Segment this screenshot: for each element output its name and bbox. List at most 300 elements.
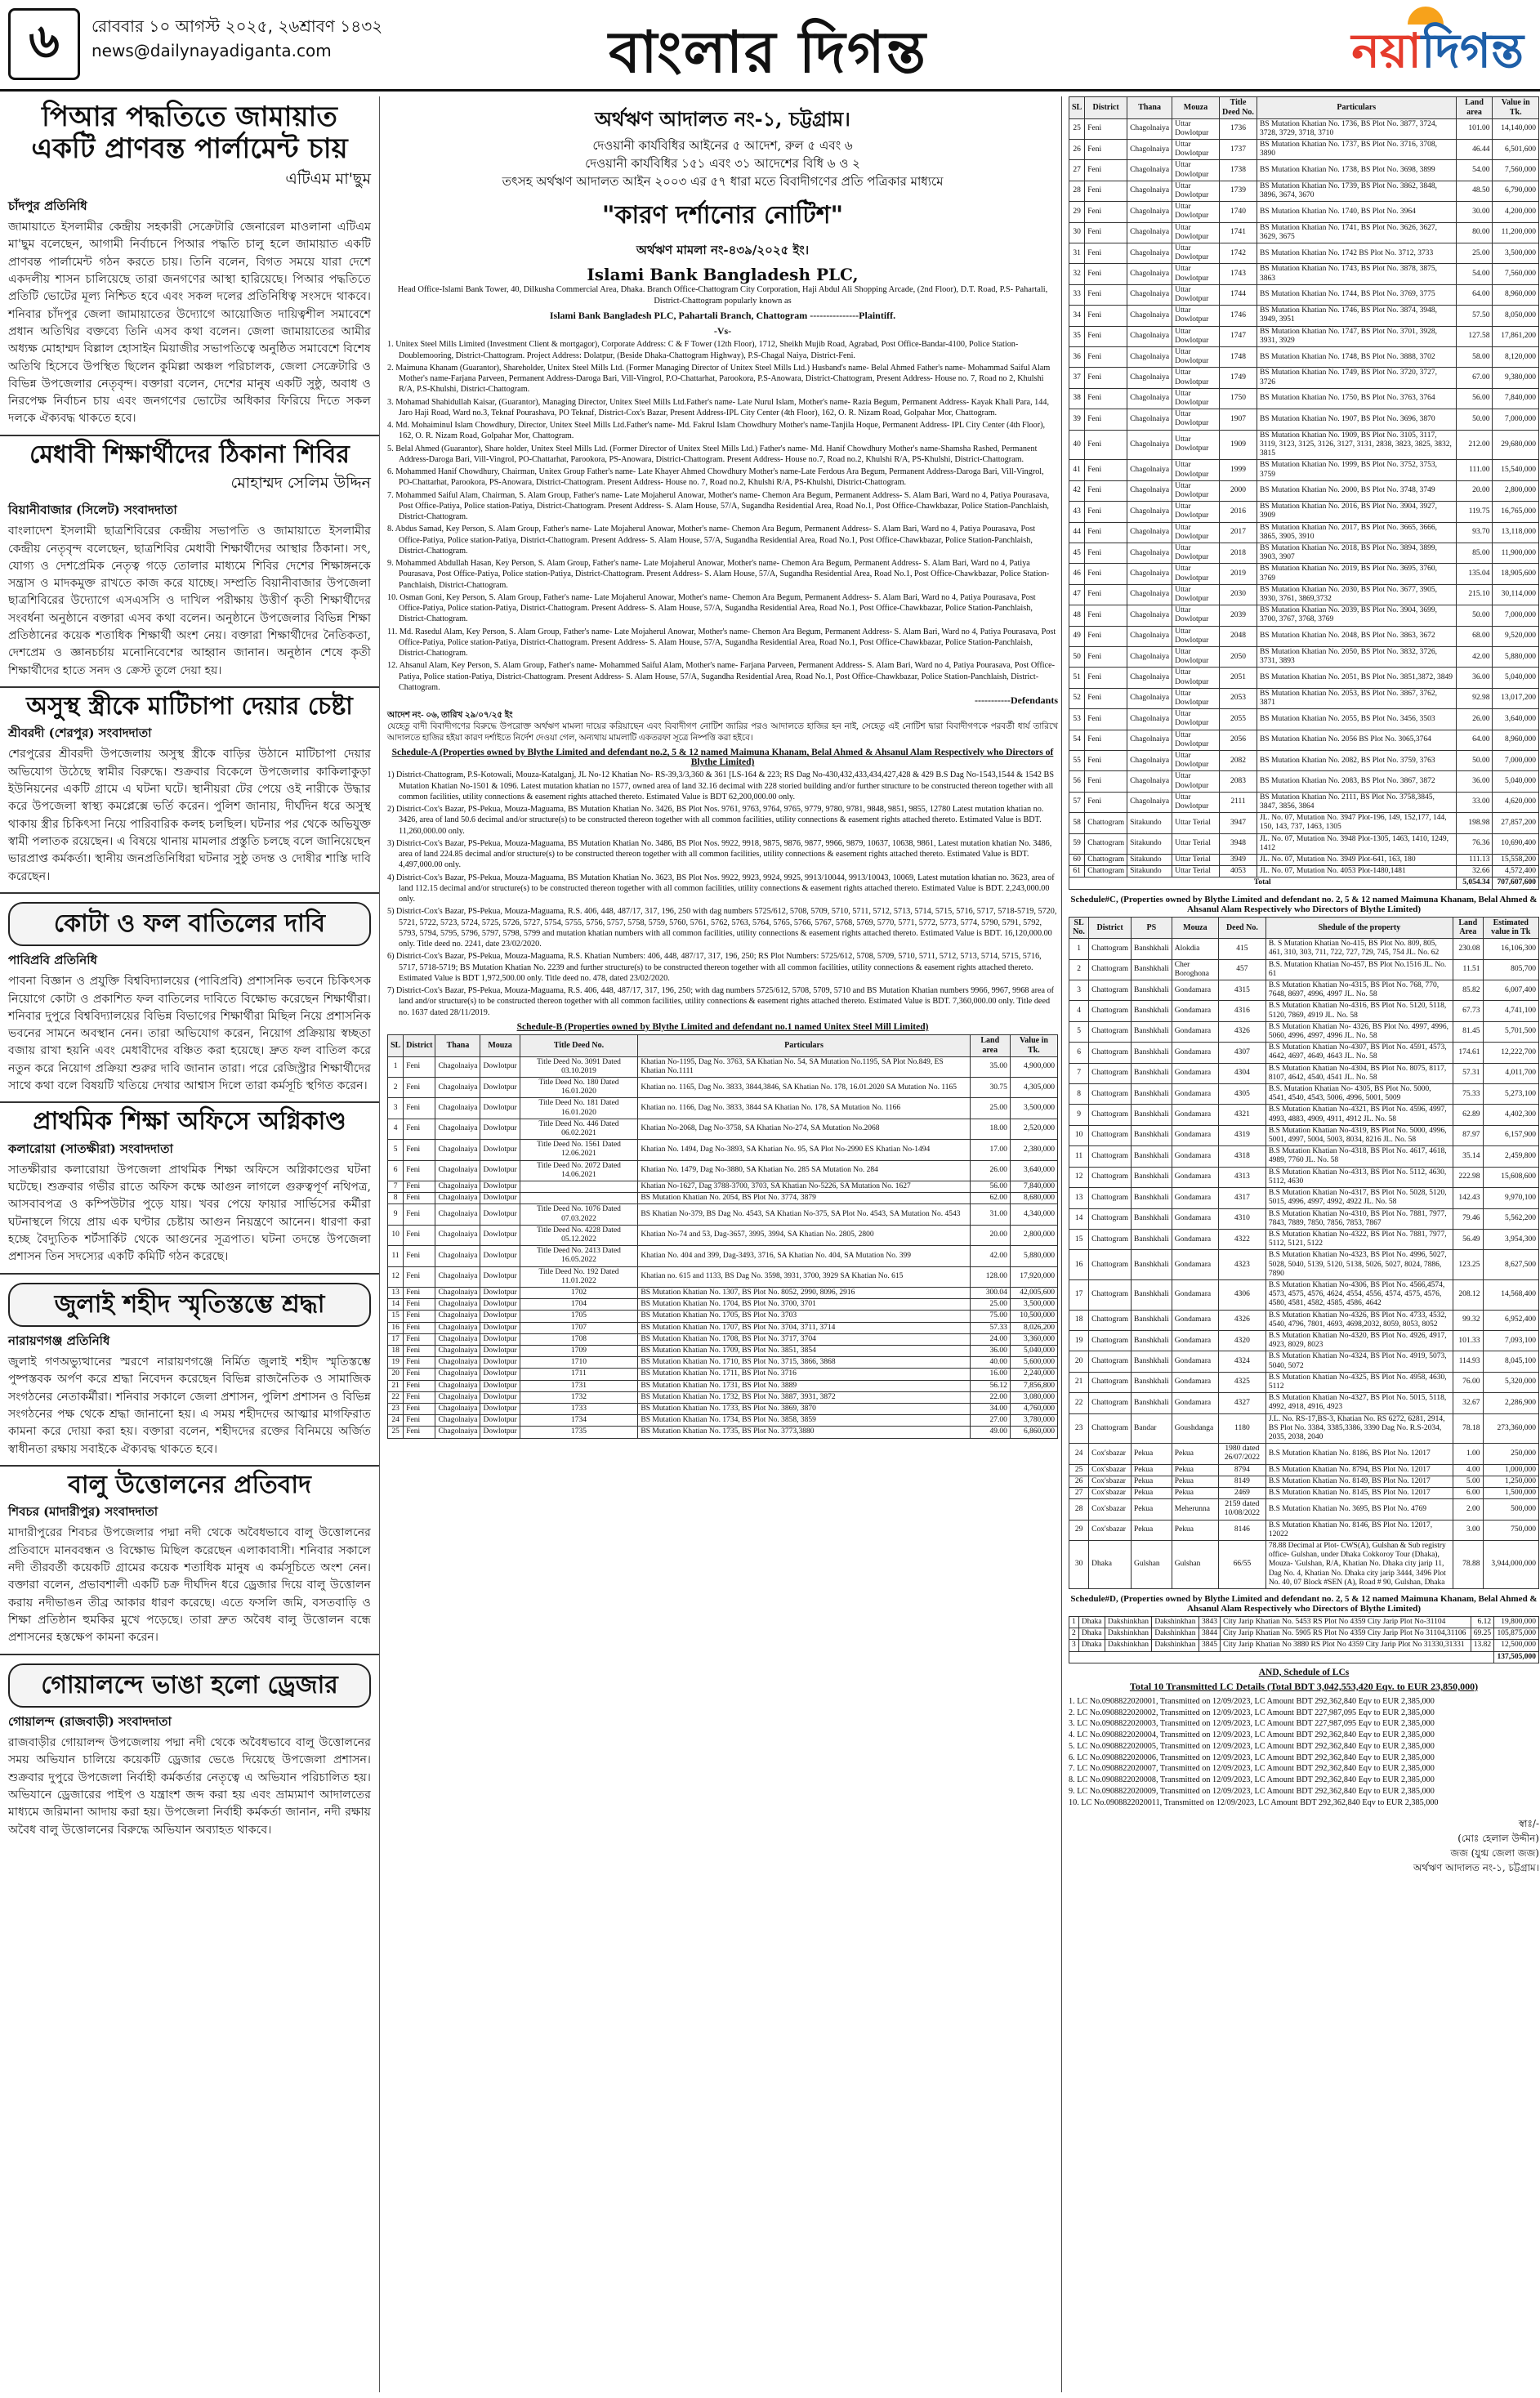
plaintiff-name: Islami Bank Bangladesh PLC,	[587, 265, 859, 284]
table-cell: 27	[1069, 160, 1085, 181]
table-cell: Chagolnaiya	[1127, 222, 1172, 243]
table-cell: 1711	[520, 1369, 638, 1380]
table-cell: BS Mutation Khatian No. 1731, BS Plot No. 3889	[638, 1380, 970, 1391]
table-cell: Chattogram	[1085, 866, 1127, 877]
table-cell: BS Mutation Khatian No. 1738, BS Plot No. 3698, 3899	[1257, 160, 1456, 181]
table-cell: 58.00	[1456, 347, 1493, 368]
table-cell: Feni	[404, 1415, 435, 1427]
table-cell: Chagolnaiya	[1127, 460, 1172, 480]
table-cell: Chagolnaiya	[435, 1119, 480, 1139]
table-cell: 31	[1069, 243, 1085, 264]
table-cell: Chattogram	[1089, 1393, 1132, 1413]
table-cell: JL. No. 07, Mutation No. 3949 Plot-641, 163, 180	[1257, 855, 1456, 866]
table-cell: 10,690,400	[1493, 833, 1539, 854]
table-cell: 16	[388, 1322, 404, 1333]
schedule-b-title: Schedule-B (Properties owned by Blythe Limited and defendant no.1 named Unitex Steel Mill Limited)	[516, 1021, 929, 1032]
table-cell: 17,861,200	[1493, 326, 1539, 346]
table-cell: 2	[388, 1077, 404, 1097]
table-cell: 8,050,000	[1493, 306, 1539, 326]
table-cell: Gondamara	[1172, 1001, 1218, 1021]
table-cell: Uttar Dowlotpur	[1172, 750, 1220, 770]
table-cell: 1709	[520, 1346, 638, 1357]
table-cell: Pekua	[1172, 1476, 1218, 1487]
table-cell: 56.49	[1453, 1229, 1483, 1249]
table-cell: 4320	[1218, 1330, 1265, 1351]
table-cell: Title Deed No. 1076 Dated 07.03.2022	[520, 1204, 638, 1225]
table-cell: Pekua	[1132, 1464, 1172, 1476]
table-header-cell: District	[1089, 917, 1132, 939]
table-cell: Dowlotpur	[480, 1346, 520, 1357]
notice-sub-1: দেওয়ানী কার্যবিধির আইনের ৫ আদেশ, রুল ৫ এবং ৬	[592, 138, 853, 153]
table-cell: B.S Mutation Khatian No- 4326, BS Plot No. 4997, 4996, 5060, 4996, 4997, 4996 JL. No. 58	[1265, 1021, 1453, 1042]
lc-entry: 9. LC No.0908822020009, Transmitted on 12/09/2023, LC Amount BDT 292,362,840 Eqv to EUR 2,385,000	[1069, 1786, 1435, 1796]
table-cell: 1	[1069, 939, 1089, 959]
table-cell: 4,011,700	[1483, 1063, 1538, 1083]
table-row	[1069, 1229, 1539, 1249]
table-cell: 1708	[520, 1333, 638, 1345]
table-cell: 4315	[1218, 980, 1265, 1001]
table-cell: Feni	[1085, 140, 1127, 160]
table-cell: BS Mutation Khatian No. 1707, BS Plot No. 3704, 3711, 3714	[638, 1322, 970, 1333]
table-cell: 101.00	[1456, 118, 1493, 139]
table-cell: 2039	[1219, 605, 1257, 626]
table-header-cell: Mouza	[480, 1034, 520, 1056]
table-cell: Feni	[1085, 118, 1127, 139]
table-cell: 56	[1069, 771, 1085, 792]
table-cell: 11,900,000	[1493, 543, 1539, 563]
table-cell: Title Deed No. 2413 Dated 16.05.2022	[520, 1246, 638, 1266]
table-cell: Feni	[404, 1077, 435, 1097]
table-cell: 78.88	[1453, 1541, 1483, 1589]
table-cell: 6	[1069, 1043, 1089, 1063]
table-cell: 92.98	[1456, 688, 1493, 708]
table-cell: Cox'sbazar	[1089, 1476, 1132, 1487]
table-cell: Cox'sbazar	[1089, 1464, 1132, 1476]
table-cell: 25.00	[970, 1098, 1010, 1119]
table-row	[1069, 1640, 1539, 1651]
table-cell: 40	[1069, 430, 1085, 460]
table-cell: Gulshan	[1172, 1541, 1218, 1589]
table-cell: 2,286,900	[1483, 1393, 1538, 1413]
table-header-cell: Particulars	[1257, 97, 1456, 119]
newspaper-logo[interactable]	[1351, 15, 1524, 94]
table-row	[1069, 284, 1539, 305]
table-cell: B.S Mutation Khatian No-4327, BS Plot No. 5015, 5118, 4992, 4918, 4916, 4923	[1265, 1393, 1453, 1413]
table-cell: 101.33	[1453, 1330, 1483, 1351]
table-cell: Gondamara	[1172, 1310, 1218, 1330]
table-cell: Uttar Dowlotpur	[1172, 460, 1220, 480]
news-story	[0, 1103, 379, 1274]
table-row	[1069, 480, 1539, 501]
table-row	[388, 1077, 1058, 1097]
table-cell: Dowlotpur	[480, 1427, 520, 1438]
total-value: 707,607,600	[1493, 877, 1539, 889]
table-cell: B.S Mutation Khatian No-4313, BS Plot No. 5112, 4630, 5112, 4630	[1265, 1167, 1453, 1187]
table-cell: 1,500,000	[1483, 1487, 1538, 1498]
table-cell: Chagolnaiya	[1127, 388, 1172, 409]
table-cell: 1737	[1219, 140, 1257, 160]
table-cell: Gondamara	[1172, 980, 1218, 1001]
story-dateline: নারায়ণগঞ্জ প্রতিনিধি	[8, 1333, 110, 1349]
table-row	[1069, 1413, 1539, 1444]
table-row	[1069, 243, 1539, 264]
table-cell: 29	[1069, 202, 1085, 222]
table-cell: 13,118,000	[1493, 522, 1539, 543]
table-cell: 2030	[1219, 584, 1257, 605]
table-row	[1069, 543, 1539, 563]
story-headline[interactable]: অসুস্থ স্ত্রীকে মাটিচাপা দেয়ার চেষ্টা	[26, 691, 353, 721]
table-row	[388, 1346, 1058, 1357]
table-cell: Dowlotpur	[480, 1322, 520, 1333]
table-cell: 174.61	[1453, 1043, 1483, 1063]
table-cell: 1999	[1219, 460, 1257, 480]
table-cell: Feni	[404, 1346, 435, 1357]
table-cell: 1747	[1219, 326, 1257, 346]
table-cell: 8,960,000	[1493, 284, 1539, 305]
table-cell: 67.00	[1456, 368, 1493, 388]
table-cell: 1735	[520, 1427, 638, 1438]
table-cell: Chagolnaiya	[435, 1333, 480, 1345]
table-cell: Uttar Dowlotpur	[1172, 626, 1220, 646]
table-cell: Banshkhali	[1132, 1393, 1172, 1413]
table-cell: 3,640,000	[1493, 709, 1539, 730]
table-header-cell: Thana	[1127, 97, 1172, 119]
table-cell: Chattogram	[1089, 1413, 1132, 1444]
table-cell: 34.00	[970, 1404, 1010, 1415]
story-headline[interactable]: পিআর পদ্ধতিতে জামায়াত একটি প্রাণবন্ত পার্লামেন্ট চায়	[31, 100, 348, 166]
defendants-list	[387, 339, 1058, 693]
table-row	[1069, 813, 1539, 833]
table-cell: 300.04	[970, 1287, 1010, 1298]
table-row	[1069, 1476, 1539, 1487]
table-cell: Pekua	[1172, 1444, 1218, 1464]
versus-label: -Vs-	[713, 325, 732, 337]
table-cell: Chattogram	[1089, 959, 1132, 980]
story-headline[interactable]: বালু উত্তোলনের প্রতিবাদ	[68, 1470, 311, 1499]
table-cell: 37	[1069, 368, 1085, 388]
table-cell: 1180	[1218, 1413, 1265, 1444]
table-cell: Feni	[1085, 605, 1127, 626]
table-cell	[520, 1193, 638, 1204]
table-cell: 6	[388, 1160, 404, 1181]
sign-line: (মোঃ হেলাল উদ্দীন)	[1457, 1833, 1539, 1845]
table-cell: 1707	[520, 1322, 638, 1333]
schedule-a-title: Schedule-A (Properties owned by Blythe Limited and defendant no.2, 5 & 12 named Maimuna Khanam, Belal Ahmed & Ahsanul Alam Respectively who Directors of Blythe Limited)	[391, 748, 1054, 768]
table-cell: Chagolnaiya	[1127, 668, 1172, 688]
total-area: 5,054.34	[1456, 877, 1493, 889]
story-dateline: বিয়ানীবাজার (সিলেট) সংবাদদাতা	[8, 502, 177, 518]
table-row	[388, 1119, 1058, 1139]
table-cell: BS Mutation Khatian No. 1999, BS Plot No. 3752, 3753, 3759	[1257, 460, 1456, 480]
table-cell: 36	[1069, 347, 1085, 368]
table-cell: 3844	[1199, 1628, 1220, 1640]
table-row	[1069, 959, 1539, 980]
table-cell: BS Mutation Khatian No. 1735, BS Plot No. 3773,3880	[638, 1427, 970, 1438]
defendant-entry: 10. Osman Goni, Key Person, S. Alam Group, Father's name- Late Mojaherul Anowar, Mother's name- Chemon Ara Begum, Permanent Address- S. Alam Bari, Ward no 4, Patiya Pourasava, Post Office-Patiya, Police station-Patiya, District-Chattogram. Present Address- S. Alam House, 57/A, Sugandha Residential Area, Road No.1, Post Office-Chawkbazar, Police Station-Panchlaish, District-Chattogram.	[387, 592, 1036, 624]
schedule-a-item: 5) District-Cox's Bazar, PS-Pekua, Mouza-Maguama, R.S. 406, 448, 487/17, 317, 196, 250 with dag numbers 5725/612, 5708, 5709, 5710, 5711, 5712, 5713, 5714, 5715, 5716, 5717, 5718-5719, 5720, 5721, 5722, 5723, 5724, 5725, 5726, 5727, 5754, 5755, 5756, 5757, 5758, 5759, 5760, 5761, 5762, 5763, 5764, 5765, 5766, 5767, 5768, 5769, 5770, 5771, 5772, 5773, 5774, 5790, 5791, 5792, 5793, 5794, 5795, 5796, 5797, 5798, 5799 and mutation khatian numbers with all common facilities, utility connections & easement rights attached thereto. Estimated Value is BDT. 16,120,000.00 only. Title deed no. 2241, date 23/02/2020.	[387, 907, 1057, 949]
table-cell: Chattogram	[1089, 1372, 1132, 1392]
story-headline[interactable]: মেধাবী শিক্ষার্থীদের ঠিকানা শিবির	[29, 440, 350, 469]
schedule-a-item: 3) District-Cox's Bazar, PS-Pekua, Mouza-Maguama, BS Mutation Khatian No. 3486, BS Plot Nos. 9922, 9918, 9875, 9876, 9877, 9966, 9879, 10637, 10638, 9861, Latest mutation khatian No. 3486, area of land 224.85 decimal and/or structure(s) to be constructed thereon together with all common facilities, utility connections & easement rights attached thereto. Estimated Value is BDT. 4,497,000.00 only.	[387, 838, 1052, 870]
table-cell: BS Mutation Khatian No. 2019, BS Plot No. 3695, 3760, 3769	[1257, 564, 1456, 584]
table-cell: 4323	[1218, 1250, 1265, 1280]
table-cell: B.S Mutation Khatian No-4320, BS Plot No. 4926, 4917, 4923, 8029, 8023	[1265, 1330, 1453, 1351]
table-cell: 28	[1069, 1499, 1089, 1520]
table-cell: 20	[1069, 1351, 1089, 1372]
sign-line: স্বাঃ/-	[1518, 1818, 1539, 1830]
table-cell: 35.00	[970, 1056, 1010, 1077]
table-cell: 15	[1069, 1229, 1089, 1249]
table-cell: Gondamara	[1172, 1043, 1218, 1063]
table-cell: 9	[1069, 1105, 1089, 1125]
table-cell: 8149	[1218, 1476, 1265, 1487]
table-cell: J.L. No. RS-17,BS-3, Khatian No. RS 6272, 6281, 2914, BS Plot No. 3384, 3385,3386, 3390 Dag No. R.S-2034, 2035, 2038, 2040	[1265, 1413, 1453, 1444]
table-cell: 415	[1218, 939, 1265, 959]
table-cell: Dakshinkhan	[1105, 1628, 1152, 1640]
table-cell: 30.75	[970, 1077, 1010, 1097]
table-cell: 7,840,000	[1010, 1181, 1057, 1192]
table-cell: 111.13	[1456, 855, 1493, 866]
table-cell: 8794	[1218, 1464, 1265, 1476]
table-cell: 5,040,000	[1493, 668, 1539, 688]
news-story	[0, 688, 379, 894]
table-cell: Cox'sbazar	[1089, 1444, 1132, 1464]
table-row	[1069, 181, 1539, 201]
table-cell: 28	[1069, 181, 1085, 201]
table-cell: Gondamara	[1172, 1146, 1218, 1167]
table-cell: 9,970,100	[1483, 1188, 1538, 1208]
table-cell: BS Mutation Khatian No. 2055, BS Plot No. 3456, 3503	[1257, 709, 1456, 730]
table-cell: 2050	[1219, 646, 1257, 667]
table-cell: Feni	[404, 1333, 435, 1345]
table-cell: 4326	[1218, 1310, 1265, 1330]
table-cell: Chagolnaiya	[1127, 118, 1172, 139]
table-cell: Uttar Dowlotpur	[1172, 522, 1220, 543]
table-cell: 8	[1069, 1084, 1089, 1105]
defendant-entry: 8. Abdus Samad, Key Person, S. Alam Group, Father's name- Late Mojaherul Anowar, Mother's name- Chemon Ara Begum, Permanent Address- S. Alam Bari, Ward no 4, Patiya Pourasava, Post Office-Patiya, Police station-Patiya, District-Chattogram. Present Address- S. Alam House, 57/A, Sugandha Residential Area, Road No.1, Post Office-Chawkbazar, Police Station-Panchlaish, District-Chattogram.	[387, 525, 1036, 556]
table-cell: 16.00	[970, 1369, 1010, 1380]
table-row	[1069, 1487, 1539, 1498]
table-cell: Khatian No. 404 and 399, Dag-3493, 3716, SA Khatian No. 404, SA Mutation No. 399	[638, 1246, 970, 1266]
table-cell: Uttar Terial	[1172, 855, 1220, 866]
table-row	[1069, 1250, 1539, 1280]
table-cell: 25	[1069, 1464, 1089, 1476]
table-cell: 273,360,000	[1483, 1413, 1538, 1444]
table-header-cell: Value in Tk.	[1493, 97, 1539, 119]
table-cell: 14	[388, 1299, 404, 1311]
table-cell: Alokdia	[1172, 939, 1218, 959]
order-number: আদেশ নং- ০৬, তারিখ ২৯/০৭/২৫ ইং	[387, 711, 513, 721]
table-cell: B.S Mutation Khatian No-4321, BS Plot No. 4596, 4997, 4993, 4883, 4909, 4911, 4912 JL. No. 58	[1265, 1105, 1453, 1125]
table-cell: Chagolnaiya	[435, 1056, 480, 1077]
table-cell: 33	[1069, 284, 1085, 305]
table-cell: Chattogram	[1089, 1146, 1132, 1167]
table-cell: Chagolnaiya	[1127, 750, 1172, 770]
table-row	[1069, 939, 1539, 959]
table-row	[1069, 730, 1539, 750]
table-cell: 56.00	[970, 1181, 1010, 1192]
table-cell: 5.00	[1453, 1476, 1483, 1487]
lc-entry: 6. LC No.0908822020006, Transmitted on 12/09/2023, LC Amount BDT 292,362,840 Eqv to EUR 2,385,000	[1069, 1753, 1435, 1762]
table-cell: Feni	[1085, 584, 1127, 605]
schedule-e-title: AND, Schedule of LCs	[1258, 1667, 1350, 1677]
table-cell: Khatian No-2068, Dag No-3758, SA Khatian No-274, SA Mutation No.2068	[638, 1119, 970, 1139]
table-cell: 1704	[520, 1299, 638, 1311]
table-cell: Gondamara	[1172, 1393, 1218, 1413]
total-label: Total	[1069, 877, 1457, 889]
section-title: বাংলার দিগন্ত	[609, 18, 927, 86]
table-row	[1069, 1043, 1539, 1063]
table-cell: 5,040,000	[1493, 771, 1539, 792]
table-cell: JL. No. 07, Mutation No. 3948 Plot-1305, 1463, 1410, 1249, 1412	[1257, 833, 1456, 854]
table-row	[388, 1098, 1058, 1119]
story-headline[interactable]: জুলাই শহীদ স্মৃতিস্তম্ভে শ্রদ্ধা	[8, 1283, 371, 1328]
table-cell: 1705	[520, 1311, 638, 1322]
table-cell: Feni	[404, 1160, 435, 1181]
table-cell: Chagolnaiya	[1127, 730, 1172, 750]
table-row	[1069, 306, 1539, 326]
table-row	[1069, 646, 1539, 667]
table-cell: Chagolnaiya	[1127, 306, 1172, 326]
table-cell: Chagolnaiya	[1127, 140, 1172, 160]
table-row	[1069, 584, 1539, 605]
table-cell: 42,005,600	[1010, 1287, 1057, 1298]
table-cell: BS Mutation Khatian No. 1704, BS Plot No. 3700, 3701	[638, 1299, 970, 1311]
table-cell: Chagolnaiya	[435, 1225, 480, 1245]
story-headline[interactable]: গোয়ালন্দে ভাঙা হলো ড্রেজার	[8, 1663, 371, 1708]
table-cell: Uttar Dowlotpur	[1172, 388, 1220, 409]
table-cell: Title Deed No. 180 Dated 16.01.2020	[520, 1077, 638, 1097]
table-row	[1069, 140, 1539, 160]
table-cell: Gondamara	[1172, 1188, 1218, 1208]
table-cell: BS Mutation Khatian No. 2017, BS Plot No. 3665, 3666, 3865, 3905, 3910	[1257, 522, 1456, 543]
table-header-cell: SL No.	[1069, 917, 1089, 939]
story-headline[interactable]: প্রাথমিক শিক্ষা অফিসে অগ্নিকাণ্ড	[33, 1107, 346, 1136]
table-cell: 3,500,000	[1010, 1299, 1057, 1311]
table-cell: Feni	[404, 1427, 435, 1438]
table-cell: Chattogram	[1089, 1167, 1132, 1187]
logo-text-a: নয়া	[1351, 23, 1422, 78]
table-cell: 58	[1069, 813, 1085, 833]
table-cell: B.S. Mutation Khatian No- 4305, BS Plot No. 5000, 4541, 4540, 4543, 5006, 4996, 5001, 5009	[1265, 1084, 1453, 1105]
table-cell	[520, 1181, 638, 1192]
table-cell: 2,240,000	[1010, 1369, 1057, 1380]
table-cell: 8,627,500	[1483, 1250, 1538, 1280]
table-cell: 36.00	[1456, 668, 1493, 688]
table-cell: 8,960,000	[1493, 730, 1539, 750]
table-cell: B.S Mutation Khatian No-4318, BS Plot No. 4617, 4618, 4989, 7760 JL. No. 58	[1265, 1146, 1453, 1167]
table-row	[1069, 1310, 1539, 1330]
table-cell: Gondamara	[1172, 1208, 1218, 1229]
table-row	[388, 1380, 1058, 1391]
lc-entry: 2. LC No.0908822020002, Transmitted on 12/09/2023, LC Amount BDT 227,987,095 Eqv to EUR 2,385,000	[1069, 1708, 1435, 1717]
table-row	[388, 1369, 1058, 1380]
table-cell: Dowlotpur	[480, 1098, 520, 1119]
table-cell: 22	[1069, 1393, 1089, 1413]
table-row	[1069, 833, 1539, 854]
table-cell: Khatian no. 1166, Dag No. 3833, 3844 SA Khatian No. 178, SA Mutation No. 1166	[638, 1098, 970, 1119]
news-email[interactable]: news@dailynayadiganta.com	[92, 41, 332, 60]
table-cell: 6,157,900	[1483, 1125, 1538, 1145]
table-cell: 36.00	[970, 1346, 1010, 1357]
table-cell: Chagolnaiya	[435, 1077, 480, 1097]
table-row	[1069, 980, 1539, 1001]
table-row	[1069, 564, 1539, 584]
table-cell: 2083	[1219, 771, 1257, 792]
table-cell: Chagolnaiya	[1127, 709, 1172, 730]
table-cell: Chattogram	[1089, 1021, 1132, 1042]
table-cell: 119.75	[1456, 502, 1493, 522]
table-cell: Khatian No. 1479, Dag No-3880, SA Khatian No. 285 SA Mutation No. 284	[638, 1160, 970, 1181]
table-cell: 81.45	[1453, 1021, 1483, 1042]
table-cell: 5	[388, 1140, 404, 1160]
table-cell: Chagolnaiya	[1127, 564, 1172, 584]
table-cell: Gondamara	[1172, 1330, 1218, 1351]
table-cell: Chagolnaiya	[435, 1181, 480, 1192]
table-row	[388, 1266, 1058, 1287]
table-cell: 10,500,000	[1010, 1311, 1057, 1322]
table-cell: Chagolnaiya	[435, 1287, 480, 1298]
table-cell: 61	[1069, 866, 1085, 877]
table-cell: 57.33	[970, 1322, 1010, 1333]
table-row	[1069, 1021, 1539, 1042]
table-cell: Chagolnaiya	[435, 1193, 480, 1204]
story-body: পাবনা বিজ্ঞান ও প্রযুক্তি বিশ্ববিদ্যালয়ের (পাবিপ্রবি) প্রশাসনিক ভবনে চিকিৎসক নিয়োগে কোটা ও প্রকাশিত ফল বাতিলের দাবিতে বিক্ষোভ করেছেন শিক্ষার্থীরা। শনিবার দুপুরে বিশ্ববিদ্যালয়ের বিভিন্ন বিভাগের শিক্ষার্থীরা মিছিল নিয়ে প্রশাসনিক ভবনের সামনে অবস্থান নেন। তারা অভিযোগ করেন, নিয়োগ প্রক্রিয়ায় স্বচ্ছতা বজায় রাখা হয়নি এবং মেধাবীদের বঞ্চিত করা হয়েছে। দ্রুত ফল বাতিল করে নতুন করে নিয়োগ প্রক্রিয়া শুরুর দাবি জানান তারা। পরে রেজিস্ট্রার শিক্ষার্থীদের সাথে কথা বলে বিষয়টি খতিয়ে দেখার আশ্বাস দিলে তারা কর্মসূচি স্থগিত করেন।	[8, 975, 371, 1093]
table-cell: Dowlotpur	[480, 1204, 520, 1225]
table-cell: Chagolnaiya	[1127, 368, 1172, 388]
table-cell: 5,880,000	[1493, 646, 1539, 667]
table-cell: 17	[388, 1333, 404, 1345]
table-header-cell: District	[1085, 97, 1127, 119]
table-row	[1069, 626, 1539, 646]
table-cell: 62.89	[1453, 1105, 1483, 1125]
table-cell: Dowlotpur	[480, 1287, 520, 1298]
table-cell: 52	[1069, 688, 1085, 708]
story-headline[interactable]: কোটা ও ফল বাতিলের দাবি	[8, 902, 371, 947]
table-cell: Gondamara	[1172, 1084, 1218, 1105]
table-cell: Chagolnaiya	[1127, 326, 1172, 346]
table-cell: Feni	[404, 1140, 435, 1160]
table-cell: BS Mutation Khatian No. 1708, BS Plot No. 3717, 3704	[638, 1333, 970, 1345]
table-cell: Uttar Terial	[1172, 833, 1220, 854]
table-cell: 2017	[1219, 522, 1257, 543]
table-cell: 24.00	[970, 1333, 1010, 1345]
table-cell: Gondamara	[1172, 1351, 1218, 1372]
table-row	[388, 1333, 1058, 1345]
table-cell: 4317	[1218, 1188, 1265, 1208]
table-header-cell: PS	[1132, 917, 1172, 939]
defendant-entry: 1. Unitex Steel Mills Limited (Investment Client & mortgagor), Corporate Address: C & F Tower (12th Floor), 1712, Sheikh Mujib Road, Agrabad, Post Office-Bandar-4100, Police Station-Doublemooring, District-Chattogram. Project Address: Dolatpur, (Beside Dhaka-Chattogram Highway), P.S-Chagal Naiya, District-Feni.	[387, 340, 1019, 360]
schedule-d-table	[1069, 1616, 1539, 1663]
table-cell: Feni	[1085, 181, 1127, 201]
table-cell: Dowlotpur	[480, 1299, 520, 1311]
table-cell: Chattogram	[1089, 1250, 1132, 1280]
table-cell: 25.00	[970, 1299, 1010, 1311]
defendant-entry: 7. Mohammed Saiful Alam, Chairman, S. Alam Group, Father's name- Late Mojaherul Anowar, Mother's name- Chemon Ara Begum, Permanent Address- S. Alam Bari, Ward no 4, Patiya Pourasava, Post Office-Patiya, Police station-Patiya, District-Chattogram. Present Address- S. Alam House, 57/A, Sugandha Residential Area, Road No.1, Post Office-Chawkbazar, Police Station-Panchlaish, District-Chattogram.	[387, 490, 1050, 522]
table-cell: 1909	[1219, 430, 1257, 460]
table-row	[388, 1287, 1058, 1298]
table-cell: Dakshinkhan	[1152, 1628, 1199, 1640]
table-cell: Dowlotpur	[480, 1193, 520, 1204]
table-cell: Feni	[404, 1357, 435, 1369]
table-cell: 1.00	[1453, 1444, 1483, 1464]
table-cell: 4324	[1218, 1351, 1265, 1372]
table-cell: 10	[388, 1225, 404, 1245]
table-cell: Khatian No-1195, Dag No. 3763, SA Khatian No. 54, SA Mutation No.1195, SA Plot No.849, ES Khatian No.1111	[638, 1056, 970, 1077]
table-cell: B.S Mutation Khatian No-4319, BS Plot No. 5000, 4996, 5001, 4997, 5004, 5003, 8034, 8216 JL. No. 58	[1265, 1125, 1453, 1145]
table-cell: BS Mutation Khatian No. 2000, BS Plot No. 3748, 3749	[1257, 480, 1456, 501]
table-cell: 25	[388, 1427, 404, 1438]
